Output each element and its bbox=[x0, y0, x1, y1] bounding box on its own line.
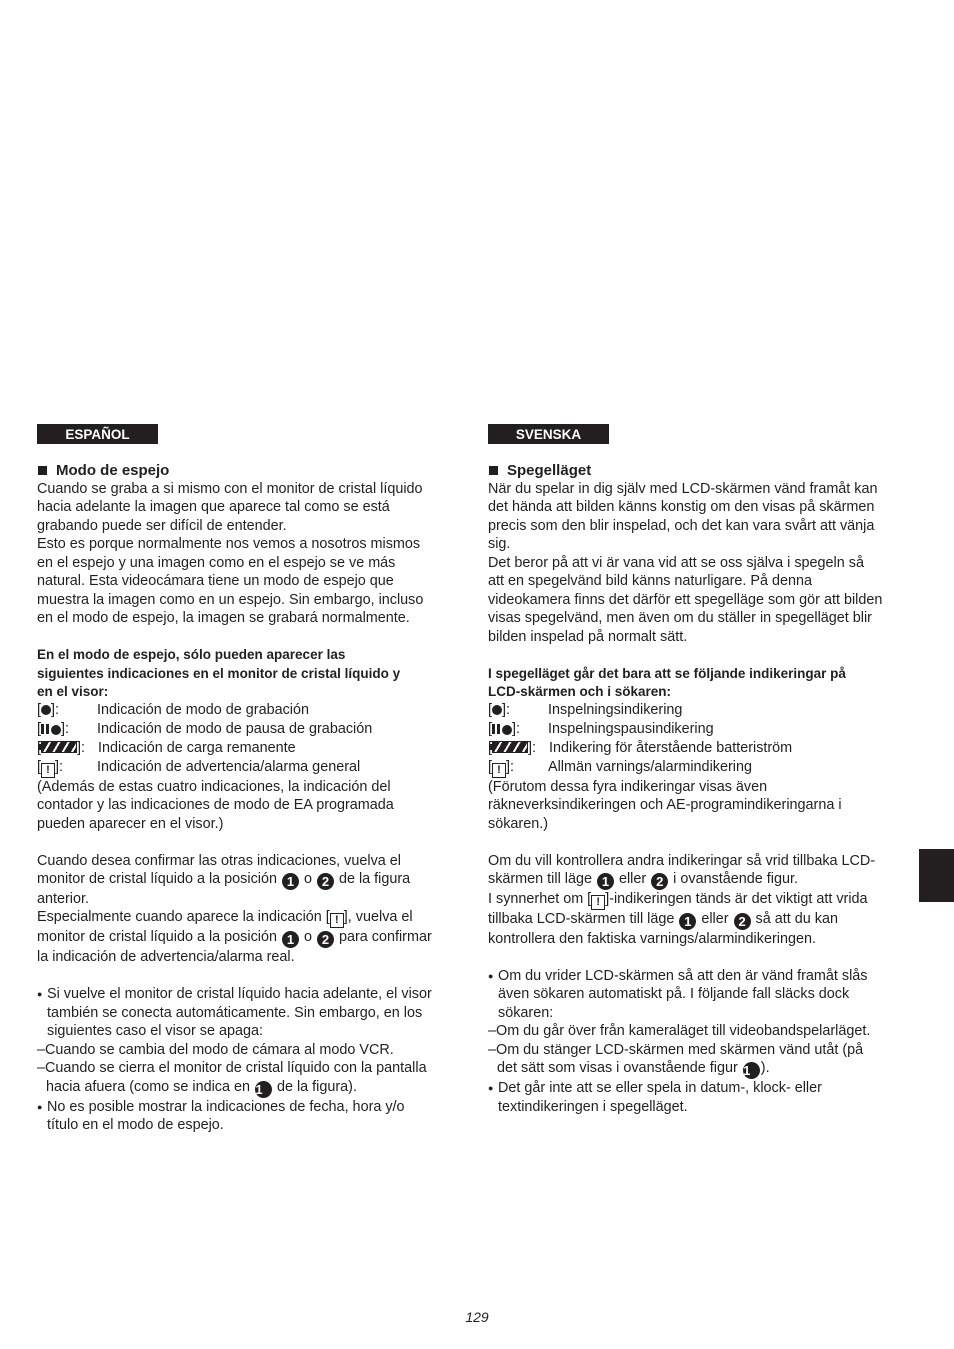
square-bullet-icon bbox=[38, 466, 47, 475]
indicator-text: Indicación de modo de grabación bbox=[97, 702, 310, 719]
indicator-row: [ ]: Indicación de modo de pausa de grabación bbox=[37, 720, 457, 739]
warning-paragraph: I synnerhet om [ ! ]-indikeringen tänds är det viktigt att vrida tillbaka LCD-skärmen till läge 1 eller 2 så att du kan kontrollera den faktiska varnings/alarmindikeringen. bbox=[488, 891, 868, 948]
confirm-paragraph: Cuando desea confirmar las otras indicaciones, vuelva el monitor de cristal líquido a la posición 1 o 2 de la figura anterior. bbox=[37, 852, 411, 908]
heading-text: Modo de espejo bbox=[56, 462, 170, 479]
indicator-row: ]: Indicación de carga remanente bbox=[37, 739, 457, 757]
bullet-icon: ● bbox=[488, 970, 494, 981]
dash-item: –Cuando se cambia del modo de cámara al modo VCR. bbox=[37, 1041, 394, 1058]
column-espanol bbox=[37, 424, 457, 1135]
pause-record-icon bbox=[492, 721, 512, 739]
indicator-text: Allmän varnings/alarmindikering bbox=[548, 758, 752, 775]
dash-item: –Om du stänger LCD-skärmen med skärmen vänd utåt (på det sätt som visas i ovanstående figur 1 ). bbox=[488, 1041, 864, 1079]
circle-1-icon: 1 bbox=[743, 1062, 760, 1079]
indicator-text: Inspelningsindikering bbox=[548, 702, 683, 719]
record-dot-icon bbox=[41, 705, 51, 715]
indicator-row: [ ]: Inspelningsindikering bbox=[488, 702, 683, 719]
warning-icon: ! bbox=[591, 895, 605, 910]
bullet-icon: ● bbox=[37, 1101, 43, 1112]
indicator-text: Indicación de advertencia/alarma general bbox=[97, 758, 361, 775]
circle-1-icon: 1 bbox=[597, 873, 614, 890]
column-svenska bbox=[488, 424, 908, 1116]
battery-icon bbox=[41, 741, 77, 753]
bullet-item: ● Si vuelve el monitor de cristal líquido hacia adelante, el visor también se conecta automáticamente. Sin embargo, en los siguientes caso el visor se apaga: bbox=[37, 986, 432, 1040]
bullet-icon: ● bbox=[488, 1083, 494, 1094]
bold-note: I spegelläget går det bara att se följande indikeringar på LCD-skärmen och i sökaren: bbox=[488, 665, 846, 699]
indicator-row: [ ]: Inspelningspausindikering bbox=[488, 720, 908, 739]
battery-icon bbox=[492, 741, 528, 753]
circle-1-icon: 1 bbox=[679, 913, 696, 930]
confirm-paragraph: Om du vill kontrollera andra indikeringar så vrid tillbaka LCD- skärmen till läge 1 eller 2 i ovanstående figur. bbox=[488, 852, 876, 890]
pause-record-icon bbox=[41, 721, 61, 739]
section-heading bbox=[488, 461, 908, 480]
page-number: 129 bbox=[465, 1309, 489, 1325]
indicator-text: Indicación de modo de pausa de grabación bbox=[97, 720, 373, 737]
circle-1-icon: 1 bbox=[282, 873, 299, 890]
language-tag: SVENSKA bbox=[488, 424, 609, 444]
square-bullet-icon bbox=[489, 466, 498, 475]
section-heading bbox=[37, 461, 457, 480]
bullet-item: ● Om du vrider LCD-skärmen så att den är vänd framåt slås även sökaren automatiskt på. I följande fall släcks dock sökaren: bbox=[488, 967, 868, 1021]
bullet-item: ● Det går inte att se eller spela in datum-, klock- eller textindikeringen i spegelläget. bbox=[488, 1080, 822, 1115]
bullet-item: ● No es posible mostrar la indicaciones de fecha, hora y/o título en el modo de espejo. bbox=[37, 1098, 405, 1134]
circle-1-icon: 1 bbox=[282, 931, 299, 948]
warning-icon: ! bbox=[330, 913, 344, 928]
heading-text: Spegelläget bbox=[507, 462, 592, 479]
circle-2-icon: 2 bbox=[734, 913, 751, 930]
language-tag: ESPAÑOL bbox=[37, 424, 158, 444]
indicator-row: ]: Indikering för återstående batteriström bbox=[488, 739, 908, 757]
parenthetical-note: (Además de estas cuatro indicaciones, la indicación del contador y las indicaciones de modo de EA programada pueden aparecer en el visor.) bbox=[37, 778, 394, 832]
warning-icon: ! bbox=[41, 763, 55, 778]
indicator-text: Indikering för återstående batteriström bbox=[549, 740, 793, 757]
dash-item: –Cuando se cierra el monitor de cristal líquido con la pantalla hacia afuera (como se indica en 1 de la figura). bbox=[37, 1060, 427, 1097]
circle-1-icon: 1 bbox=[255, 1081, 272, 1098]
dash-item: –Om du går över från kameraläget till videobandspelarläget. bbox=[488, 1023, 871, 1040]
indicator-row: [ ]: Indicación de modo de grabación bbox=[37, 702, 310, 719]
bullet-icon: ● bbox=[37, 989, 43, 1000]
record-dot-icon bbox=[492, 705, 502, 715]
section-tab-marker bbox=[919, 849, 954, 902]
indicator-row: [ ! ]: Indicación de advertencia/alarma general bbox=[37, 758, 361, 776]
indicator-text: Indicación de carga remanente bbox=[98, 740, 296, 757]
indicator-text: Inspelningspausindikering bbox=[548, 720, 714, 737]
circle-2-icon: 2 bbox=[651, 873, 668, 890]
warning-paragraph: Especialmente cuando aparece la indicación [ ! ], vuelva el monitor de cristal líquido a la posición 1 o 2 para confirmar la indicación de advertencia/alarma real. bbox=[37, 909, 432, 966]
bold-note: En el modo de espejo, sólo pueden aparecer las siguientes indicaciones en el monitor de cristal líquido y en el visor: bbox=[37, 647, 401, 699]
parenthetical-note: (Förutom dessa fyra indikeringar visas även räkneverksindikeringen och AE-programindikeringarna i sökaren.) bbox=[488, 778, 842, 832]
circle-2-icon: 2 bbox=[317, 931, 334, 948]
intro-paragraph: Cuando se graba a si mismo con el monitor de cristal líquido hacia adelante la imagen que aparece tal como se está grabando puede ser difícil de entender. Esto es porque normalmente nos vemos a nosotros mismos en el espejo y una imagen como en el espejo se ve más natural. Esta videocámara tiene un modo de espejo que muestra la imagen como en un espejo. Sin embargo, incluso en el modo de espejo, la imagen se grabará normalmente. bbox=[37, 481, 424, 627]
intro-paragraph: När du spelar in dig själv med LCD-skärmen vänd framåt kan det hända att bilden känns konstig om den visas på skärmen precis som den blir inspelad, och det kan vara svårt att vänja sig. Det beror på att vi är vana vid att se oss själva i spegeln så att en spegelvänd bild känns naturligare. På denna videokamera finns det därför ett spegelläge som gör att bilden visas spegelvänd, men även om du ställer in spegelläget blir bilden inspelad på normalt sätt. bbox=[488, 481, 883, 645]
warning-icon: ! bbox=[492, 763, 506, 778]
indicator-row: [ ! ]: Allmän varnings/alarmindikering bbox=[488, 758, 752, 776]
circle-2-icon: 2 bbox=[317, 873, 334, 890]
